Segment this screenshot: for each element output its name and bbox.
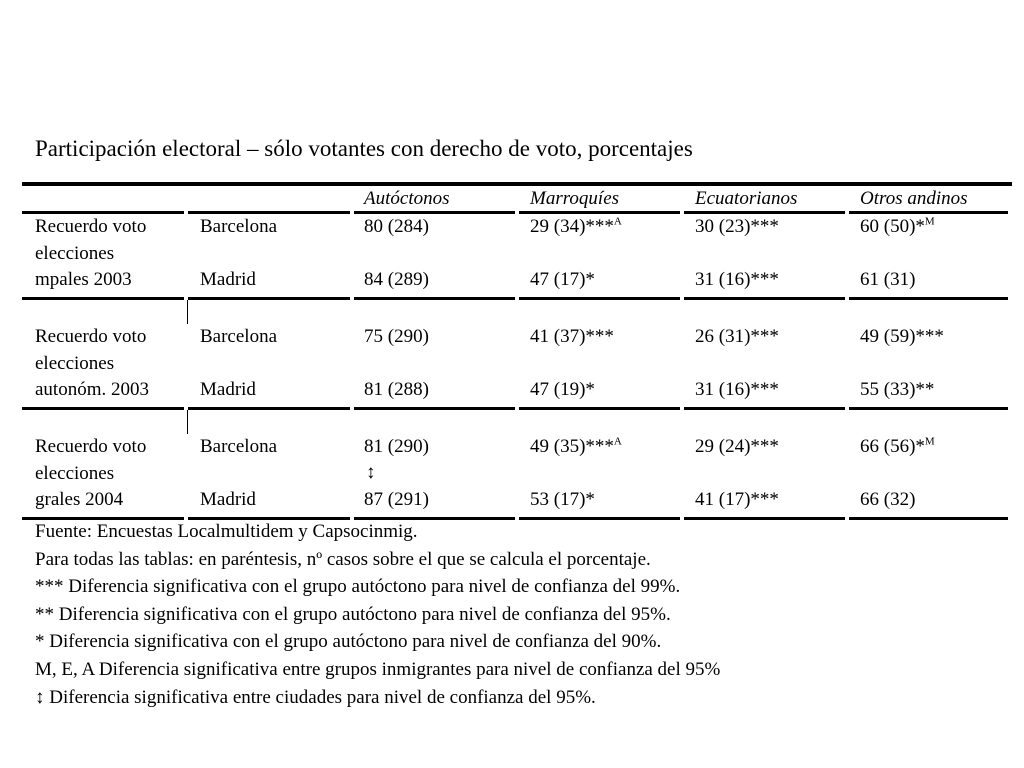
city-label: Barcelona xyxy=(200,326,278,347)
separator-line xyxy=(187,410,188,434)
table-cell xyxy=(530,434,622,460)
cell-value: 31 (16)*** xyxy=(695,269,779,290)
table-cell xyxy=(695,377,779,403)
table-cell xyxy=(364,487,429,513)
table-cell xyxy=(530,377,595,403)
table-cell xyxy=(695,214,779,240)
table-cell xyxy=(364,267,429,293)
city-label: Madrid xyxy=(200,489,256,510)
row-group-label: elecciones xyxy=(35,352,115,374)
note-immigrant-groups: M, E, A Diferencia significativa entre grupos inmigrantes para nivel de confianza del 95% xyxy=(35,658,721,680)
row-group-label: elecciones xyxy=(35,242,115,264)
table-cell xyxy=(860,267,915,293)
column-header: Otros andinos xyxy=(860,188,968,209)
note-cities: ↕ Diferencia significativa entre ciudades para nivel de confianza del 95%. xyxy=(35,686,596,708)
table-cell xyxy=(364,377,429,403)
column-header: Autóctonos xyxy=(364,188,450,209)
row-group-label: mpales 2003 xyxy=(35,269,132,290)
group-bottom-rule xyxy=(519,297,680,300)
group-bottom-rule xyxy=(684,407,845,410)
city-label: Madrid xyxy=(200,379,256,400)
row-group-label: grales 2004 xyxy=(35,489,124,510)
cell-value: 53 (17)* xyxy=(530,489,595,510)
cell-value: 30 (23)*** xyxy=(695,216,779,237)
table-cell xyxy=(364,214,429,240)
table-cell xyxy=(530,214,622,240)
cell-value: 41 (37)*** xyxy=(530,326,614,347)
column-header: Ecuatorianos xyxy=(695,188,798,209)
group-bottom-rule xyxy=(188,297,350,300)
superscript-mark: A xyxy=(613,435,622,448)
table-cell xyxy=(695,487,779,513)
group-bottom-rule xyxy=(354,297,515,300)
table-cell xyxy=(695,267,779,293)
cell-value: 61 (31) xyxy=(860,269,916,290)
note-source: Fuente: Encuestas Localmultidem y Capsocinmig. xyxy=(35,521,418,542)
note-99: *** Diferencia significativa con el grupo autóctono para nivel de confianza del 99%. xyxy=(35,576,681,598)
superscript-mark: M xyxy=(924,215,935,228)
superscript-mark: M xyxy=(924,435,935,448)
table-cell xyxy=(695,434,779,460)
group-bottom-rule xyxy=(188,407,350,410)
cell-value: 81 (290) xyxy=(364,436,429,457)
superscript-mark: A xyxy=(613,215,622,228)
cell-value: 29 (34)*** xyxy=(530,216,614,237)
table-cell xyxy=(860,487,915,513)
cell-value: 49 (35)*** xyxy=(530,436,614,457)
cell-value: 66 (56)* xyxy=(860,436,925,457)
table-cell xyxy=(695,324,779,350)
row-group-label: Recuerdo voto xyxy=(35,216,147,237)
city-label: Barcelona xyxy=(200,216,278,237)
cell-value: 87 (291) xyxy=(364,489,429,510)
table-cell xyxy=(860,434,935,460)
group-bottom-rule xyxy=(849,407,1008,410)
separator-line xyxy=(187,300,188,324)
city-label: Barcelona xyxy=(200,436,278,457)
table-cell xyxy=(364,434,429,460)
group-bottom-rule xyxy=(354,407,515,410)
cell-value: 55 (33)** xyxy=(860,379,935,400)
row-group-label: autonóm. 2003 xyxy=(35,379,149,400)
cell-value: 26 (31)*** xyxy=(695,326,779,347)
cell-value: 81 (288) xyxy=(364,379,429,400)
column-header: Marroquíes xyxy=(530,188,620,209)
note-parenthesis: Para todas las tablas: en paréntesis, nº casos sobre el que se calcula el porcentaje. xyxy=(35,548,651,570)
group-bottom-rule xyxy=(22,407,184,410)
table-cell xyxy=(364,324,429,350)
table-cell xyxy=(530,267,595,293)
note-90: * Diferencia significativa con el grupo autóctono para nivel de confianza del 90%. xyxy=(35,631,662,653)
table-notes xyxy=(35,518,720,711)
group-bottom-rule xyxy=(849,297,1008,300)
table-cell xyxy=(860,214,935,240)
cell-value: 60 (50)* xyxy=(860,216,925,237)
cell-value: 84 (289) xyxy=(364,269,429,290)
table-cell xyxy=(860,324,944,350)
cell-value: 29 (24)*** xyxy=(695,436,779,457)
table-cell xyxy=(860,377,934,403)
cell-value: 66 (32) xyxy=(860,489,916,510)
row-group-label: elecciones xyxy=(35,462,115,484)
row-group-label: Recuerdo voto xyxy=(35,436,147,457)
group-bottom-rule xyxy=(849,517,1008,520)
group-bottom-rule xyxy=(519,407,680,410)
cell-value: 75 (290) xyxy=(364,326,429,347)
cell-value: 31 (16)*** xyxy=(695,379,779,400)
cell-value: 47 (19)* xyxy=(530,379,595,400)
table-title: Participación electoral – sólo votantes con derecho de voto, porcentajes xyxy=(35,136,693,161)
cell-value: 47 (17)* xyxy=(530,269,595,290)
table-cell xyxy=(530,324,614,350)
cell-value: 80 (284) xyxy=(364,216,429,237)
row-group-label: Recuerdo voto xyxy=(35,326,147,347)
note-95: ** Diferencia significativa con el grupo autóctono para nivel de confianza del 95%. xyxy=(35,603,671,625)
table-cell xyxy=(530,487,595,513)
group-bottom-rule xyxy=(22,297,184,300)
cell-value: 49 (59)*** xyxy=(860,326,944,347)
city-label: Madrid xyxy=(200,269,256,290)
city-difference-arrow: ↕ xyxy=(366,461,376,483)
cell-value: 41 (17)*** xyxy=(695,489,779,510)
group-bottom-rule xyxy=(684,297,845,300)
